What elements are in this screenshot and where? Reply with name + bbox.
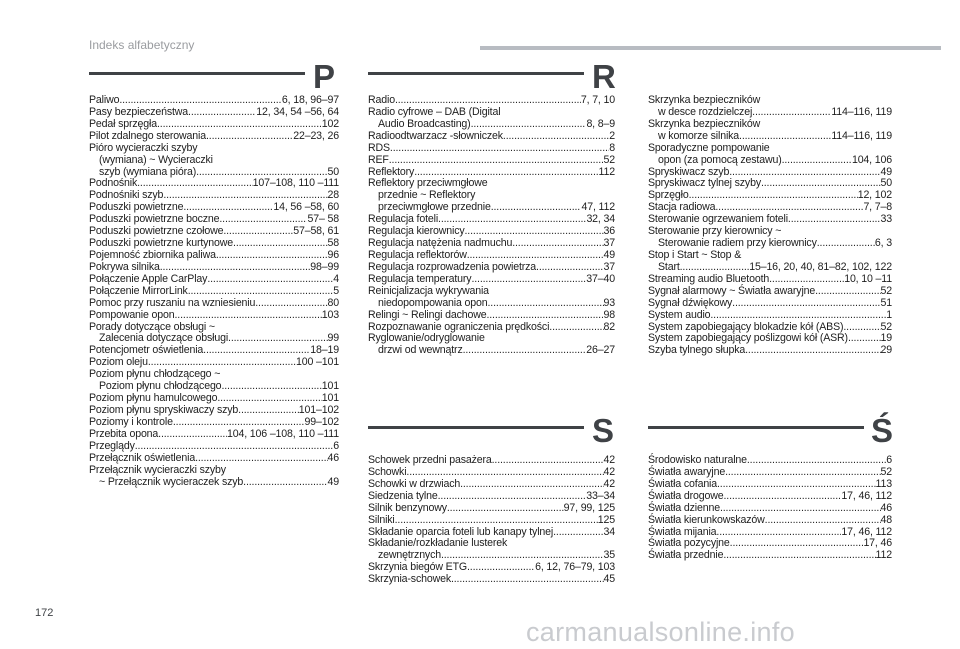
index-entry-label: Pedał sprzęgła <box>89 117 157 130</box>
index-entry-pages: 14, 56 –58, 60 <box>273 201 339 214</box>
dot-leader <box>752 107 831 119</box>
dot-leader <box>747 455 886 467</box>
index-entry-pages: 50 <box>880 177 892 190</box>
index-entry-label: Podnośnik <box>89 177 138 190</box>
index-entry-label: Przebita opona <box>89 427 159 440</box>
index-entry-pages: 80 <box>327 296 339 309</box>
index-entry-label: System audio <box>648 308 711 321</box>
index-entry-pages: 29 <box>880 344 892 357</box>
index-entry-pages: 49 <box>327 475 339 488</box>
index-entry-label: Pomoc przy ruszaniu na wzniesieniu <box>89 296 256 309</box>
index-entry-label: Podnośniki szyb <box>89 189 164 202</box>
index-entry-label: Schowki <box>368 465 407 478</box>
index-entry <box>368 119 615 131</box>
dot-leader <box>716 527 841 539</box>
index-entry-label: Światła kierunkowskazów <box>648 513 765 526</box>
index-entry-pages: 97, 99, 125 <box>563 501 615 514</box>
index-entry-label: Światła awaryjne <box>648 465 726 478</box>
dot-leader <box>158 429 227 441</box>
index-entry-label: zewnętrznych <box>378 549 441 562</box>
dot-leader <box>203 345 310 357</box>
index-entry <box>368 155 615 167</box>
dot-leader <box>723 491 841 503</box>
index-entry-label: Spryskiwacz tylnej szyby <box>648 177 761 190</box>
dot-leader <box>720 503 881 515</box>
section-r-letter: R <box>592 58 616 95</box>
index-entry-pages: 10, 10 –11 <box>844 272 892 285</box>
index-entry-pages: 101 <box>321 392 339 405</box>
dot-leader <box>486 310 603 322</box>
index-entry-pages: 22–23, 26 <box>293 129 339 142</box>
index-entry-label: drzwi od wewnątrz <box>378 344 463 357</box>
dot-leader <box>730 538 864 550</box>
index-entry-label: Składanie oparcia foteli lub kanapy tylnej <box>368 525 554 538</box>
index-entry-label: Schowek przedni pasażera <box>368 454 492 466</box>
index-entry-label: Sprzęgło <box>648 189 689 202</box>
index-entry-label: Pilot zdalnego sterowania <box>89 129 206 142</box>
index-entry-label: Poduszki powietrzne <box>89 201 184 214</box>
index-entry-pages: 42 <box>603 454 615 466</box>
index-entry-label: Skrzynia-schowek <box>368 573 451 586</box>
index-entry-pages: 114–116, 119 <box>831 105 892 118</box>
dot-leader <box>238 405 299 417</box>
index-entry-pages: 6, 12, 76–79, 103 <box>535 561 615 574</box>
index-entry-pages: 103 <box>321 308 339 321</box>
dot-leader <box>195 453 327 465</box>
index-entry-label: Środowisko naturalne <box>648 454 747 466</box>
dot-leader <box>782 155 852 167</box>
dot-leader <box>843 322 880 334</box>
dot-leader <box>745 345 880 357</box>
index-entry-pages: 28 <box>327 189 339 202</box>
index-entry-heading: Skrzynka bezpieczników <box>648 117 761 130</box>
dot-leader <box>157 119 322 131</box>
index-entry-label: Poziom płynu chłodzącego <box>99 380 222 393</box>
index-entry-pages: 52 <box>880 284 892 297</box>
dot-leader <box>725 467 880 479</box>
dot-leader <box>471 119 587 131</box>
index-entry-pages: 42 <box>603 477 615 490</box>
index-entry-label: Relingi ~ Relingi dachowe <box>368 308 487 321</box>
index-entry-pages: 37 <box>603 260 615 273</box>
index-entry <box>89 119 339 131</box>
index-entry-heading: Pióro wycieraczki szyby <box>89 141 198 154</box>
index-column-s-continued <box>648 95 892 357</box>
index-entry <box>89 453 339 465</box>
index-entry-pages: 2 <box>609 129 615 142</box>
index-entry-label: Poduszki powietrzne czołowe <box>89 225 224 238</box>
index-entry-pages: 101–102 <box>298 403 339 416</box>
index-entry-label: Światła przednie <box>648 549 724 562</box>
watermark: carmanualsonline.info <box>526 617 795 647</box>
index-entry-label: Rozpoznawanie ograniczenia prędkości <box>368 320 550 333</box>
index-entry-pages: 7, 7–8 <box>863 201 892 214</box>
index-entry-label: Regulacja rozprowadzenia powietrza <box>368 260 537 273</box>
index-entry-label: Pokrywa silnika <box>89 260 160 273</box>
index-entry-label: Poduszki powietrzne boczne <box>89 213 220 226</box>
index-entry <box>89 298 339 310</box>
index-entry-label: Spryskiwacz szyb <box>648 165 730 178</box>
dot-leader <box>739 131 831 143</box>
index-entry <box>648 286 892 298</box>
dot-leader <box>765 515 881 527</box>
index-entry-pages: 12, 102 <box>857 189 892 202</box>
index-entry-pages: 37–40 <box>586 272 615 285</box>
index-entry <box>368 491 615 503</box>
index-column-p <box>89 95 339 488</box>
section-p-letter: P <box>313 58 336 95</box>
index-entry-pages: 5 <box>333 284 339 297</box>
index-entry-pages: 35 <box>603 549 615 562</box>
index-entry-pages: 6, 3 <box>874 237 892 250</box>
index-entry <box>648 298 892 310</box>
index-entry-pages: 36 <box>603 225 615 238</box>
dot-leader <box>463 345 587 357</box>
index-entry-pages: 45 <box>603 573 615 586</box>
index-entry-heading: Porady dotyczące obsługi ~ <box>89 320 215 333</box>
index-entry-label: Start <box>658 260 680 273</box>
index-entry-label: Radio <box>368 94 395 106</box>
index-entry-label: Szyba tylnego słupka <box>648 344 746 357</box>
index-entry-label: Połączenie MirrorLink <box>89 284 188 297</box>
index-entry-label: Zalecenia dotyczące obsługi <box>99 332 229 345</box>
dot-leader <box>389 155 604 167</box>
index-entry <box>89 310 339 322</box>
index-entry-pages: 37 <box>603 237 615 250</box>
index-entry <box>368 345 615 357</box>
index-entry <box>648 550 892 562</box>
index-entry-pages: 113 <box>875 477 892 490</box>
index-entry <box>89 131 339 143</box>
index-entry-pages: 49 <box>880 165 892 178</box>
index-entry-pages: 100 –101 <box>296 356 339 369</box>
index-entry <box>89 286 339 298</box>
index-entry-label: Silniki <box>368 513 395 526</box>
dot-leader <box>488 298 604 310</box>
dot-leader <box>723 550 875 562</box>
index-entry <box>368 515 615 527</box>
index-entry-pages: 6, 18, 96–97 <box>281 94 339 106</box>
index-entry-pages: 104, 106 –108, 110 –111 <box>226 427 339 440</box>
index-entry-pages: 26–27 <box>586 344 615 357</box>
index-entry <box>648 155 892 167</box>
dot-leader <box>492 455 604 467</box>
dot-leader <box>710 310 886 322</box>
index-entry <box>89 441 339 453</box>
page-number: 172 <box>35 607 54 619</box>
index-entry-pages: 46 <box>327 451 339 464</box>
index-entry <box>368 274 615 286</box>
index-entry-label: System zapobiegający blokadzie kół (ABS) <box>648 320 844 333</box>
index-entry-pages: 47, 112 <box>581 201 615 214</box>
section-s-acute-letter: Ś <box>871 412 894 449</box>
index-entry-label: Światła mijania <box>648 525 717 538</box>
index-entry <box>648 515 892 527</box>
index-entry-heading: Reinicjalizacja wykrywania <box>368 284 489 297</box>
index-entry-label: Światła drogowe <box>648 489 724 502</box>
index-column-r <box>368 95 615 357</box>
dot-leader <box>467 562 535 574</box>
index-entry-pages: 33–34 <box>586 489 615 502</box>
index-entry-label: Regulacja foteli <box>368 213 439 226</box>
index-entry-pages: 52 <box>880 465 892 478</box>
section-s-letter: S <box>592 412 615 449</box>
index-entry-label: Pasy bezpieczeństwa <box>89 105 189 118</box>
index-entry <box>648 491 892 503</box>
index-entry-pages: 8 <box>609 141 615 154</box>
index-entry-heading: Radio cyfrowe – DAB (Digital <box>368 105 501 118</box>
dot-leader <box>815 286 880 298</box>
index-entry-pages: 93 <box>603 296 615 309</box>
index-entry-label: Sygnał dźwiękowy <box>648 296 733 309</box>
index-entry-pages: 114–116, 119 <box>831 129 892 142</box>
index-entry-heading: przednie ~ Reflektory <box>378 189 476 202</box>
index-entry-heading: Stop i Start ~ Stop & <box>648 248 742 261</box>
index-entry-label: Światła dzienne <box>648 501 720 514</box>
index-entry-pages: 32, 34 <box>586 213 615 226</box>
index-entry-label: szyb (wymiana pióra) <box>99 165 197 178</box>
index-entry-label: Sygnał alarmowy ~ Światła awaryjne <box>648 284 816 297</box>
index-entry-label: Siedzenia tylne <box>368 489 438 502</box>
index-entry-label: ~ Przełącznik wycieraczek szyb <box>99 475 244 488</box>
index-entry-pages: 112 <box>875 549 892 562</box>
dot-leader <box>512 238 603 250</box>
dot-leader <box>223 226 293 238</box>
index-entry <box>368 479 615 491</box>
index-entry-pages: 48 <box>880 513 892 526</box>
page-header-title: Indeks alfabetyczny <box>89 38 195 52</box>
index-entry <box>368 574 615 586</box>
index-entry-pages: 52 <box>880 320 892 333</box>
index-entry-label: opon (za pomocą zestawu) <box>658 153 782 166</box>
dot-leader <box>549 322 603 334</box>
index-entry-pages: 4 <box>333 272 339 285</box>
index-entry-label: Poduszki powietrzne kurtynowe <box>89 237 234 250</box>
index-entry-pages: 17, 46 <box>863 537 892 550</box>
index-entry <box>648 345 892 357</box>
index-entry-pages: 58 <box>327 237 339 250</box>
dot-leader <box>188 107 256 119</box>
index-entry-heading: Reflektory przeciwmgłowe <box>368 177 488 190</box>
index-entry-label: Streaming audio Bluetooth <box>648 272 770 285</box>
index-entry <box>648 274 892 286</box>
dot-leader <box>206 131 293 143</box>
dot-leader <box>243 477 327 489</box>
index-entry-pages: 51 <box>880 296 892 309</box>
dot-leader <box>390 143 609 155</box>
dot-leader <box>817 238 875 250</box>
index-entry-label: Pojemność zbiornika paliwa <box>89 248 216 261</box>
dot-leader <box>188 286 334 298</box>
index-entry-label: Regulacja natężenia nadmuchu <box>368 237 513 250</box>
dot-leader <box>503 131 609 143</box>
index-entry-pages: 82 <box>603 320 615 333</box>
index-entry-pages: 6 <box>886 454 892 466</box>
index-entry-label: Stacja radiowa <box>648 201 716 214</box>
index-entry-label: Regulacja temperatury <box>368 272 472 285</box>
index-entry-pages: 101 <box>321 380 339 393</box>
index-entry <box>368 143 615 155</box>
index-entry-pages: 33 <box>880 213 892 226</box>
index-entry-label: Światła cofania <box>648 477 718 490</box>
index-entry-heading: Sporadyczne pompowanie <box>648 141 770 154</box>
index-entry-heading: Poziom płynu chłodzącego ~ <box>89 368 221 381</box>
index-entry-pages: 99–102 <box>304 415 339 428</box>
index-entry-pages: 7, 7, 10 <box>580 94 615 106</box>
index-entry <box>648 503 892 515</box>
index-entry-label: Reflektory <box>368 165 415 178</box>
index-entry-label: Przeglądy <box>89 439 135 452</box>
dot-leader <box>221 381 321 393</box>
index-entry-pages: 125 <box>597 513 615 526</box>
dot-leader <box>233 238 327 250</box>
dot-leader <box>207 274 333 286</box>
index-entry-pages: 98–99 <box>310 260 339 273</box>
index-entry-label: Skrzynia biegów ETG <box>368 561 468 574</box>
index-entry-label: REF <box>368 153 389 166</box>
index-entry-label: Poziomy i kontrole <box>89 415 173 428</box>
dot-leader <box>395 515 598 527</box>
index-entry <box>368 310 615 322</box>
index-entry-pages: 57–58, 61 <box>293 225 339 238</box>
index-entry-pages: 12, 34, 54 –56, 64 <box>256 105 339 118</box>
index-entry-heading: Sterowanie przy kierownicy ~ <box>648 225 782 238</box>
index-entry <box>89 477 339 489</box>
index-entry-label: Regulacja reflektorów <box>368 248 467 261</box>
dot-leader <box>135 441 333 453</box>
index-entry-label: Silnik benzynowy <box>368 501 447 514</box>
index-entry-label: Audio Broadcasting) <box>378 117 471 130</box>
index-column-s-acute <box>648 455 892 562</box>
dot-leader <box>788 214 881 226</box>
dot-leader <box>175 310 322 322</box>
index-entry-pages: 112 <box>598 165 615 178</box>
dot-leader <box>491 202 582 214</box>
index-entry-pages: 17, 46, 112 <box>841 489 892 502</box>
index-entry-label: RDS <box>368 141 390 154</box>
index-entry-label: w desce rozdzielczej <box>658 105 753 118</box>
index-entry <box>89 429 339 441</box>
index-entry-heading: (wymiana) ~ Wycieraczki <box>99 153 213 166</box>
index-entry-label: Światła pozycyjne <box>648 537 730 550</box>
index-entry-label: System zapobiegający poślizgowi kół (ASR) <box>648 332 848 345</box>
index-entry-pages: 8, 8–9 <box>586 117 615 130</box>
index-entry <box>368 503 615 515</box>
index-entry-label: Sterowanie radiem przy kierownicy <box>658 237 817 250</box>
index-entry-pages: 57– 58 <box>307 213 339 226</box>
index-entry-label: Potencjometr oświetlenia <box>89 344 204 357</box>
index-entry-label: w komorze silnika <box>658 129 740 142</box>
index-entry-pages: 46 <box>880 501 892 514</box>
index-entry-pages: 42 <box>603 465 615 478</box>
index-entry-pages: 18–19 <box>310 344 339 357</box>
index-entry-pages: 52 <box>603 153 615 166</box>
dot-leader <box>255 298 327 310</box>
section-r-rule <box>368 72 584 75</box>
index-entry-pages: 102 <box>321 117 339 130</box>
index-entry-pages: 1 <box>886 308 892 321</box>
index-entry-label: Pompowanie opon <box>89 308 175 321</box>
index-entry-label: Połączenie Apple CarPlay <box>89 272 208 285</box>
index-entry-label: Schowki w drzwiach <box>368 477 461 490</box>
index-entry-pages: 96 <box>327 248 339 261</box>
dot-leader <box>717 479 876 491</box>
index-entry-pages: 49 <box>603 248 615 261</box>
index-entry-pages: 50 <box>327 165 339 178</box>
index-column-s <box>368 455 615 586</box>
dot-leader <box>848 333 881 345</box>
index-entry-pages: 34 <box>603 525 615 538</box>
index-entry-heading: Przełącznik wycieraczki szyby <box>89 463 226 476</box>
index-entry-pages: 107–108, 110 –111 <box>252 177 339 190</box>
index-entry-heading: Skrzynka bezpieczników <box>648 94 761 106</box>
index-entry-label: Poziom oleju <box>89 356 148 369</box>
index-entry <box>368 298 615 310</box>
index-entry-pages: 6 <box>333 439 339 452</box>
index-entry-label: przeciwmgłowe przednie <box>378 201 491 214</box>
section-s-acute-rule <box>648 426 864 429</box>
dot-leader <box>447 503 564 515</box>
index-entry <box>648 479 892 491</box>
index-entry-label: Regulacja kierownicy <box>368 225 465 238</box>
index-entry-pages: 15–16, 20, 40, 81–82, 102, 122 <box>749 260 892 273</box>
index-entry <box>648 131 892 143</box>
dot-leader <box>460 479 603 491</box>
index-entry-pages: 99 <box>327 332 339 345</box>
index-entry-label: Paliwo <box>89 94 120 106</box>
dot-leader <box>769 274 844 286</box>
index-entry-heading: Składanie/rozkładanie lusterek <box>368 537 508 550</box>
index-entry <box>89 274 339 286</box>
header-bar <box>480 46 941 50</box>
index-entry <box>368 131 615 143</box>
index-entry-label: Przełącznik oświetlenia <box>89 451 196 464</box>
index-entry-pages: 19 <box>880 332 892 345</box>
index-entry-label: Radioodtwarzacz -słowniczek <box>368 129 503 142</box>
index-entry-pages: 17, 46, 112 <box>841 525 892 538</box>
section-s-rule <box>368 426 584 429</box>
dot-leader <box>732 298 880 310</box>
index-entry-label: niedopompowania opon <box>378 296 488 309</box>
index-entry-label: Sterowanie ogrzewaniem foteli <box>648 213 788 226</box>
index-entry <box>648 310 892 322</box>
dot-leader <box>471 274 586 286</box>
section-p-rule <box>89 72 305 75</box>
index-entry-label: Poziom płynu spryskiwaczy szyb <box>89 403 239 416</box>
dot-leader <box>438 491 587 503</box>
index-entry-pages: 98 <box>603 308 615 321</box>
dot-leader <box>553 527 603 539</box>
index-entry-heading: Ryglowanie/odryglowanie <box>368 332 485 345</box>
index-entry-label: Poziom płynu hamulcowego <box>89 392 218 405</box>
index-entry-pages: 104, 106 <box>851 153 892 166</box>
dot-leader <box>451 574 604 586</box>
